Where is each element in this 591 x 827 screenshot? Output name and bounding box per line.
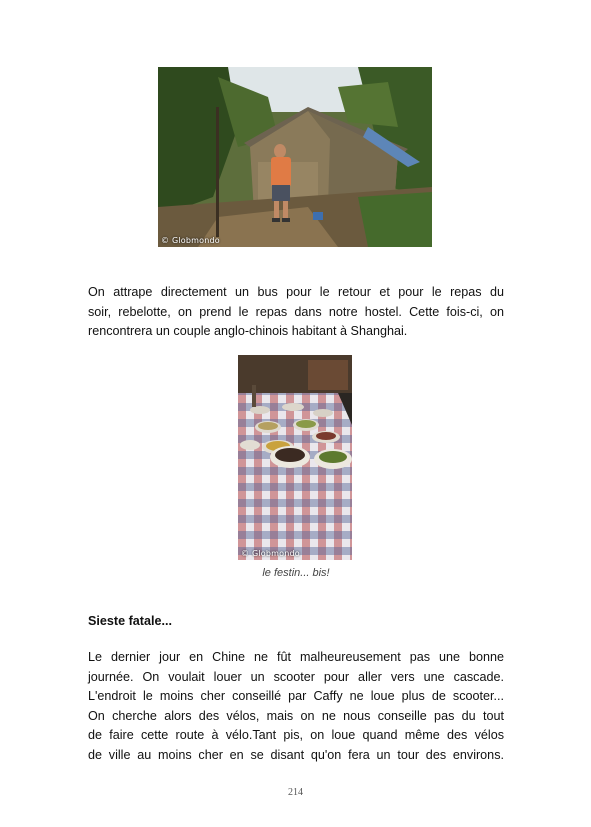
hut-photo-illustration [158,67,432,247]
paragraph-line: de ville au moins cher en se disant qu'on fera un tour des environs. [88,747,504,762]
photo-feast [238,355,352,560]
photo-watermark: © Globmondo [241,549,300,558]
paragraph-line: On attrape directement un bus pour le retour et pour le repas du [88,285,504,299]
paragraph-last-day [88,648,504,766]
photo-hut [158,67,432,247]
paragraph-line: soir, rebelotte, on prend le repas dans notre hostel. Cette fois-ci, on [88,304,504,319]
photo-caption: le festin... bis! [262,567,330,579]
paragraph-bus-return [88,283,504,342]
paragraph-line: rencontrera un couple anglo-chinois habitant à Shanghai. [88,324,408,339]
page-number: 214 [288,787,303,798]
paragraph-line: L'endroit le moins cher conseillé par Caffy ne loue plus de scooter... [88,689,504,704]
photo-watermark: © Globmondo [161,236,220,245]
paragraph-line: Le dernier jour en Chine ne fût malheureusement pas une bonne [88,650,504,664]
feast-photo-illustration [238,355,352,560]
paragraph-line: de faire cette route à vélo.Tant pis, on loue quand même des vélos [88,728,504,743]
paragraph-line: journée. On voulait louer un scooter pour aller vers une cascade. [88,669,504,684]
section-heading: Sieste fatale... [88,614,172,628]
paragraph-line: On cherche alors des vélos, mais on ne nous conseille pas du tout [88,708,504,723]
